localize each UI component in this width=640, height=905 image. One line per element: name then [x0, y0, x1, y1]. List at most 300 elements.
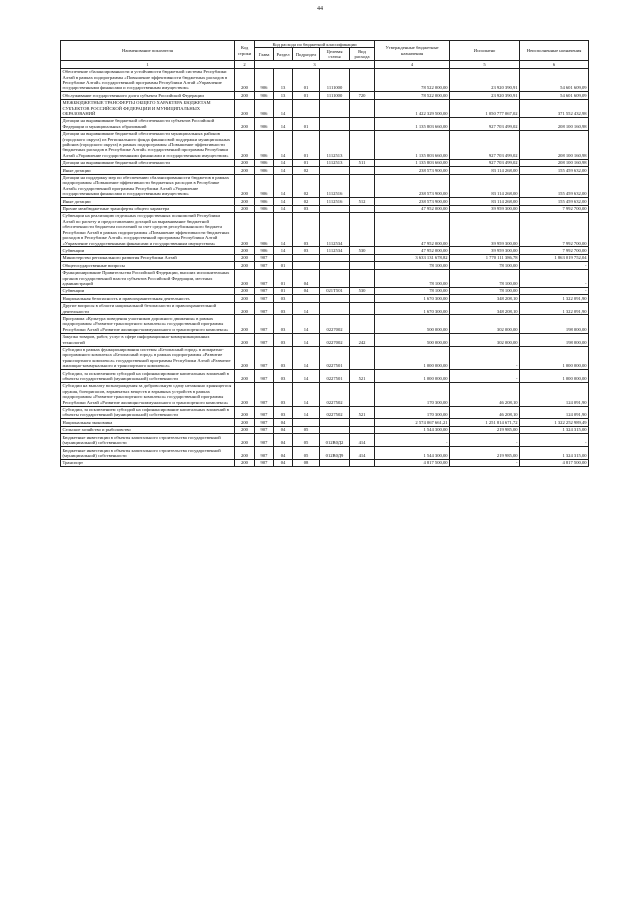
cell-csr [320, 302, 350, 315]
cell-name: Субсидии, за исключением субсидий на софинансирование капитальных вложений в объекты государственной (муниципальной) собственности [61, 406, 235, 419]
cell-name: Субвенции [61, 247, 235, 254]
cell-name: Национальная безопасность и правоохранительная деятельность [61, 295, 235, 302]
cell-razdel: 14 [274, 99, 293, 117]
cell-podrazdel: 01 [293, 159, 320, 166]
cell-name: Субсидии, за исключением субсидий на софинансирование капитальных вложений в объекты государственной (муниципальной) собственности [61, 370, 235, 383]
cell-csr: 1111000 [320, 92, 350, 99]
cell-executed: - [450, 370, 520, 383]
cell-glava: 907 [255, 419, 274, 426]
cell-code: 200 [235, 205, 255, 212]
page-number: 44 [317, 6, 323, 12]
cell-glava: 906 [255, 174, 274, 198]
cell-csr: 0227501 [320, 370, 350, 383]
cell-code: 200 [235, 346, 255, 370]
cell-name: Прочие межбюджетные трансферты общего характера [61, 205, 235, 212]
cell-name: Общегосударственные вопросы [61, 262, 235, 269]
header-csr: Целевая статья [320, 48, 350, 61]
cell-unexecuted: 155 459 632,00 [520, 174, 589, 198]
cell-razdel: 03 [274, 315, 293, 333]
table-row [61, 382, 589, 406]
cell-glava: 906 [255, 198, 274, 205]
cell-approved: 2 574 067 661,21 [375, 419, 450, 426]
column-number: 5 [450, 61, 520, 68]
cell-razdel: 03 [274, 295, 293, 302]
cell-glava: 907 [255, 315, 274, 333]
cell-unexecuted: 1 322 252 989,49 [520, 419, 589, 426]
cell-csr: 1112516 [320, 198, 350, 205]
cell-code: 200 [235, 419, 255, 426]
cell-unexecuted: 1 322 091,90 [520, 295, 589, 302]
cell-name: Обеспечение сбалансированности и устойчивости бюджетной системы Республики Алтай в рамках подпрограммы «Повышение эффективности бюджетных расходов в Республике Алтай» государственной программы Республики Алтай «Управление государственными финансами и государственным имуществом» [61, 68, 235, 92]
cell-podrazdel [293, 262, 320, 269]
cell-code: 200 [235, 198, 255, 205]
cell-code: 200 [235, 254, 255, 261]
cell-name: Министерство регионального развития Республики Алтай [61, 254, 235, 261]
cell-csr: 0227502 [320, 382, 350, 406]
cell-csr [320, 205, 350, 212]
cell-code: 200 [235, 99, 255, 117]
cell-approved: 78 522 000,00 [375, 92, 450, 99]
cell-glava: 907 [255, 447, 274, 460]
cell-vr [350, 426, 375, 433]
table-row [61, 419, 589, 426]
table-row [61, 198, 589, 205]
cell-csr [320, 426, 350, 433]
cell-csr [320, 254, 350, 261]
cell-glava: 906 [255, 167, 274, 174]
cell-approved: 4 817 500,00 [375, 459, 450, 466]
cell-podrazdel [293, 254, 320, 261]
cell-executed: 46 208,10 [450, 382, 520, 406]
cell-razdel: 03 [274, 302, 293, 315]
cell-razdel: 03 [274, 333, 293, 346]
cell-executed: 219 985,00 [450, 447, 520, 460]
cell-code: 200 [235, 68, 255, 92]
cell-executed: 78 100,00 [450, 287, 520, 294]
cell-approved: 78 100,00 [375, 269, 450, 287]
cell-glava: 907 [255, 269, 274, 287]
table-row [61, 346, 589, 370]
cell-code: 200 [235, 426, 255, 433]
cell-unexecuted: - [520, 287, 589, 294]
cell-razdel: 14 [274, 205, 293, 212]
cell-code: 200 [235, 333, 255, 346]
cell-code: 200 [235, 287, 255, 294]
cell-name: Функционирование Правительства Российской Федерации, высших исполнительных органов государственной власти субъектов Российской Федерации, местных администраций [61, 269, 235, 287]
cell-csr [320, 99, 350, 117]
cell-approved: 1 670 300,00 [375, 302, 450, 315]
cell-csr: 1112516 [320, 174, 350, 198]
cell-csr: 0227502 [320, 406, 350, 419]
cell-executed: 46 208,10 [450, 406, 520, 419]
cell-podrazdel [293, 99, 320, 117]
table-row [61, 99, 589, 117]
cell-executed: 83 114 268,00 [450, 174, 520, 198]
cell-glava: 906 [255, 159, 274, 166]
cell-podrazdel: 14 [293, 382, 320, 406]
cell-code: 200 [235, 406, 255, 419]
column-number: 3 [255, 61, 375, 68]
cell-executed: 23 920 390,91 [450, 92, 520, 99]
cell-approved: 238 573 900,00 [375, 167, 450, 174]
cell-razdel: 04 [274, 426, 293, 433]
cell-csr: 012В0Д2 [320, 434, 350, 447]
cell-name: Бюджетные инвестиции в объекты капитального строительства государственной (муниципальной) собственности [61, 447, 235, 460]
cell-podrazdel: 02 [293, 174, 320, 198]
cell-csr: 1112534 [320, 247, 350, 254]
cell-vr [350, 174, 375, 198]
cell-podrazdel: 03 [293, 247, 320, 254]
cell-vr [350, 262, 375, 269]
cell-approved: 1 544 300,00 [375, 426, 450, 433]
header-code: Код строки [235, 41, 255, 61]
cell-glava: 907 [255, 434, 274, 447]
cell-podrazdel: 05 [293, 434, 320, 447]
cell-vr: 530 [350, 287, 375, 294]
cell-glava: 907 [255, 459, 274, 466]
cell-podrazdel: 01 [293, 68, 320, 92]
cell-name: Субвенции на реализацию отдельных государственных полномочий Республики Алтай по расчету и предоставлению дотаций на выравнивание бюджетной обеспеченности бюджетам поселений за счет средств республиканского бюджета Республики Алтай в рамках подпрограммы «Повышение эффективности бюджетных расходов в Республике Алтай» государственной программы Республики Алтай «Управление государственными финансами и государственным имуществом» [61, 212, 235, 246]
cell-code: 200 [235, 247, 255, 254]
cell-name: Дотации на выравнивание бюджетной обеспеченности [61, 159, 235, 166]
cell-glava: 906 [255, 68, 274, 92]
cell-name: Обслуживание государственного долга субъекта Российской Федерации [61, 92, 235, 99]
cell-razdel: 01 [274, 269, 293, 287]
header-executed: Исполнено [450, 41, 520, 61]
cell-vr [350, 419, 375, 426]
cell-razdel: 01 [274, 287, 293, 294]
cell-podrazdel [293, 419, 320, 426]
cell-name: Другие вопросы в области национальной безопасности и правоохранительной деятельности [61, 302, 235, 315]
table-row [61, 92, 589, 99]
cell-approved: - [375, 434, 450, 447]
table-row [61, 447, 589, 460]
cell-unexecuted: 155 459 632,00 [520, 167, 589, 174]
header-glava: Глава [255, 48, 274, 61]
cell-approved: 1 135 803 660,00 [375, 159, 450, 166]
cell-executed: 927 703 499,02 [450, 117, 520, 130]
cell-approved: 78 522 000,00 [375, 68, 450, 92]
cell-approved: 500 000,00 [375, 333, 450, 346]
cell-razdel: 03 [274, 406, 293, 419]
cell-code: 200 [235, 262, 255, 269]
cell-code: 200 [235, 92, 255, 99]
cell-podrazdel: 04 [293, 269, 320, 287]
cell-podrazdel: 14 [293, 302, 320, 315]
cell-name: Транспорт [61, 459, 235, 466]
cell-approved: 47 952 000,00 [375, 205, 450, 212]
table-row [61, 287, 589, 294]
column-number: 6 [520, 61, 589, 68]
cell-vr [350, 117, 375, 130]
cell-razdel: 04 [274, 459, 293, 466]
cell-approved: 78 100,00 [375, 262, 450, 269]
cell-code: 200 [235, 167, 255, 174]
cell-approved: 1 000 000,00 [375, 370, 450, 383]
cell-unexecuted: 1 324 315,00 [520, 447, 589, 460]
cell-podrazdel: 03 [293, 205, 320, 212]
cell-glava: 907 [255, 262, 274, 269]
cell-podrazdel: 02 [293, 167, 320, 174]
column-number: 2 [235, 61, 255, 68]
cell-executed: 39 959 300,00 [450, 212, 520, 246]
cell-vr [350, 459, 375, 466]
cell-unexecuted: - [520, 434, 589, 447]
cell-vr [350, 254, 375, 261]
cell-executed: - [450, 459, 520, 466]
cell-executed: - [450, 346, 520, 370]
table-row [61, 370, 589, 383]
cell-csr [320, 262, 350, 269]
table-row [61, 295, 589, 302]
cell-approved: 238 573 900,00 [375, 198, 450, 205]
cell-code: 200 [235, 382, 255, 406]
cell-unexecuted: 198 000,00 [520, 315, 589, 333]
cell-razdel: 14 [274, 117, 293, 130]
cell-name: Субвенции [61, 287, 235, 294]
cell-vr [350, 130, 375, 159]
cell-name: Субсидии на выплату вознаграждения за добровольную сдачу незаконно хранящегося оружия, боеприпасов, взрывчатых веществ и взрывных устройств в рамках подпрограммы «Развитие транспортного комплекса» государственной программы Республики Алтай «Развитие жилищно-коммунального и транспортного комплекса» [61, 382, 235, 406]
cell-code: 200 [235, 447, 255, 460]
cell-vr: 530 [350, 247, 375, 254]
cell-approved: 238 573 900,00 [375, 174, 450, 198]
cell-glava: 907 [255, 406, 274, 419]
cell-name: Субсидии в рамках функционирования системы «Безопасный город» в аппаратно-программного комплекса «Безопасный город» в рамках подпрограммы «Развитие транспортного комплекса» государственной программы Республики Алтай «Развитие жилищно-коммунального и транспортного комплекса» [61, 346, 235, 370]
cell-code: 200 [235, 174, 255, 198]
cell-executed: 348 208,10 [450, 302, 520, 315]
cell-code: 200 [235, 295, 255, 302]
table-row [61, 254, 589, 261]
cell-glava: 906 [255, 247, 274, 254]
header-unexecuted: Неисполненные назначения [520, 41, 589, 61]
cell-csr: 1112513 [320, 130, 350, 159]
cell-csr: 1112513 [320, 159, 350, 166]
cell-unexecuted: 54 601 609,09 [520, 68, 589, 92]
cell-csr [320, 295, 350, 302]
cell-vr [350, 212, 375, 246]
cell-unexecuted: 1 000 000,00 [520, 346, 589, 370]
cell-razdel: 04 [274, 419, 293, 426]
cell-vr [350, 315, 375, 333]
cell-csr: 1112534 [320, 212, 350, 246]
cell-razdel: 14 [274, 212, 293, 246]
cell-glava: 907 [255, 295, 274, 302]
cell-vr: 521 [350, 406, 375, 419]
cell-approved: 47 952 000,00 [375, 247, 450, 254]
cell-executed: 1 050 777 067,02 [450, 99, 520, 117]
cell-unexecuted: 208 100 160,98 [520, 159, 589, 166]
cell-razdel: 13 [274, 68, 293, 92]
cell-podrazdel: 08 [293, 459, 320, 466]
header-razdel: Раздел [274, 48, 293, 61]
cell-razdel: 01 [274, 262, 293, 269]
cell-unexecuted: 1 322 091,90 [520, 302, 589, 315]
table-row [61, 167, 589, 174]
cell-unexecuted: 4 817 500,00 [520, 459, 589, 466]
cell-csr: 021Т501 [320, 287, 350, 294]
budget-table [60, 40, 589, 467]
cell-executed: 23 920 390,91 [450, 68, 520, 92]
cell-vr: 512 [350, 198, 375, 205]
cell-executed: 83 114 268,00 [450, 167, 520, 174]
column-numbers-row [61, 61, 589, 68]
table-row [61, 262, 589, 269]
cell-vr [350, 302, 375, 315]
cell-name: Бюджетные инвестиции в объекты капитального строительства государственной (муниципальной) собственности [61, 434, 235, 447]
cell-podrazdel: 05 [293, 426, 320, 433]
cell-podrazdel: 01 [293, 92, 320, 99]
cell-name: МЕЖБЮДЖЕТНЫЕ ТРАНСФЕРТЫ ОБЩЕГО ХАРАКТЕРА БЮДЖЕТАМ СУБЪЕКТОВ РОССИЙСКОЙ ФЕДЕРАЦИИ И МУНИЦИПАЛЬНЫХ ОБРАЗОВАНИЙ [61, 99, 235, 117]
table-row [61, 333, 589, 346]
cell-code: 200 [235, 370, 255, 383]
cell-unexecuted: 371 552 432,98 [520, 99, 589, 117]
table-row [61, 68, 589, 92]
cell-glava: 906 [255, 130, 274, 159]
cell-executed: 219 985,00 [450, 426, 520, 433]
table-row [61, 434, 589, 447]
cell-name: Закупка товаров, работ, услуг в сфере информационно-коммуникационных технологий [61, 333, 235, 346]
cell-approved: 1 135 803 660,00 [375, 130, 450, 159]
cell-unexecuted: 7 992 700,00 [520, 212, 589, 246]
cell-csr [320, 167, 350, 174]
cell-glava: 906 [255, 117, 274, 130]
table-row [61, 315, 589, 333]
cell-code: 200 [235, 459, 255, 466]
cell-vr: 720 [350, 92, 375, 99]
cell-code: 200 [235, 434, 255, 447]
cell-podrazdel: 05 [293, 447, 320, 460]
cell-executed: 348 208,10 [450, 295, 520, 302]
cell-razdel: 03 [274, 382, 293, 406]
table-row [61, 205, 589, 212]
cell-executed: 1 251 814 671,72 [450, 419, 520, 426]
cell-glava: 906 [255, 212, 274, 246]
table-row [61, 159, 589, 166]
cell-csr: 012В0Д9 [320, 447, 350, 460]
cell-podrazdel: 14 [293, 346, 320, 370]
cell-csr: 1111000 [320, 68, 350, 92]
table-row [61, 174, 589, 198]
cell-vr [350, 68, 375, 92]
cell-executed: 78 100,00 [450, 269, 520, 287]
cell-approved: 3 633 131 678,82 [375, 254, 450, 261]
cell-glava: 907 [255, 370, 274, 383]
cell-name: Иные дотации [61, 198, 235, 205]
cell-code: 200 [235, 269, 255, 287]
cell-unexecuted: 124 091,90 [520, 382, 589, 406]
cell-razdel: 14 [274, 247, 293, 254]
cell-glava: 907 [255, 254, 274, 261]
cell-glava: 906 [255, 92, 274, 99]
cell-vr [350, 295, 375, 302]
cell-approved: 1 544 300,00 [375, 447, 450, 460]
cell-executed: 302 000,00 [450, 333, 520, 346]
cell-podrazdel: 01 [293, 117, 320, 130]
cell-razdel: 14 [274, 198, 293, 205]
cell-podrazdel: 04 [293, 287, 320, 294]
cell-vr: 511 [350, 159, 375, 166]
column-number: 1 [61, 61, 235, 68]
cell-approved: 1 000 000,00 [375, 346, 450, 370]
cell-vr: 414 [350, 434, 375, 447]
cell-code: 200 [235, 159, 255, 166]
cell-razdel: 03 [274, 346, 293, 370]
cell-name: Дотации на выравнивание бюджетной обеспеченности субъектов Российской Федерации и муниципальных образований [61, 117, 235, 130]
cell-razdel: 04 [274, 447, 293, 460]
table-row [61, 117, 589, 130]
cell-executed: 1 770 111 386,78 [450, 254, 520, 261]
cell-name: Дотации на поддержку мер по обеспечению сбалансированности бюджетов в рамках подпрограммы «Повышение эффективности бюджетных расходов в Республике Алтай» государственной программы Республики Алтай «Управление государственными финансами и государственным имуществом» [61, 174, 235, 198]
cell-executed: 39 959 300,00 [450, 247, 520, 254]
cell-glava: 907 [255, 382, 274, 406]
cell-approved: 78 100,00 [375, 287, 450, 294]
table-row [61, 459, 589, 466]
cell-razdel: 14 [274, 130, 293, 159]
cell-glava: 907 [255, 426, 274, 433]
cell-vr [350, 382, 375, 406]
cell-glava: 907 [255, 287, 274, 294]
cell-approved: 1 422 329 500,00 [375, 99, 450, 117]
cell-razdel: 14 [274, 167, 293, 174]
cell-razdel [274, 254, 293, 261]
cell-approved: 170 300,00 [375, 382, 450, 406]
cell-code: 200 [235, 117, 255, 130]
table-row [61, 247, 589, 254]
cell-vr: 242 [350, 333, 375, 346]
cell-vr [350, 205, 375, 212]
cell-unexecuted: 208 100 160,98 [520, 130, 589, 159]
header-vr: Вид расхода [350, 48, 375, 61]
cell-executed: 39 959 300,00 [450, 205, 520, 212]
header-podrazdel: Подраздел [293, 48, 320, 61]
cell-podrazdel: 02 [293, 198, 320, 205]
cell-approved: 1 670 300,00 [375, 295, 450, 302]
cell-unexecuted: 1 000 000,00 [520, 370, 589, 383]
cell-razdel: 14 [274, 159, 293, 166]
cell-glava: 907 [255, 333, 274, 346]
cell-podrazdel: 14 [293, 315, 320, 333]
cell-approved: 170 300,00 [375, 406, 450, 419]
header-approved: Утвержденные бюджетные назначения [375, 41, 450, 61]
table-body [61, 68, 589, 467]
cell-razdel: 14 [274, 174, 293, 198]
cell-approved: 1 135 803 660,00 [375, 117, 450, 130]
column-number: 4 [375, 61, 450, 68]
cell-podrazdel: 14 [293, 333, 320, 346]
cell-unexecuted: - [520, 269, 589, 287]
cell-code: 200 [235, 302, 255, 315]
cell-razdel: 13 [274, 92, 293, 99]
cell-vr: 521 [350, 370, 375, 383]
cell-vr [350, 99, 375, 117]
cell-executed: 78 100,00 [450, 262, 520, 269]
cell-unexecuted: 198 000,00 [520, 333, 589, 346]
cell-unexecuted: 155 459 632,00 [520, 198, 589, 205]
cell-unexecuted: - [520, 262, 589, 269]
cell-approved: 500 000,00 [375, 315, 450, 333]
cell-glava: 907 [255, 346, 274, 370]
cell-glava: 907 [255, 302, 274, 315]
cell-code: 200 [235, 212, 255, 246]
cell-vr: 414 [350, 447, 375, 460]
cell-executed: - [450, 434, 520, 447]
table-row [61, 130, 589, 159]
cell-podrazdel [293, 295, 320, 302]
cell-executed: 927 703 499,02 [450, 159, 520, 166]
cell-unexecuted: 7 992 700,00 [520, 205, 589, 212]
cell-glava: 906 [255, 99, 274, 117]
cell-csr [320, 117, 350, 130]
